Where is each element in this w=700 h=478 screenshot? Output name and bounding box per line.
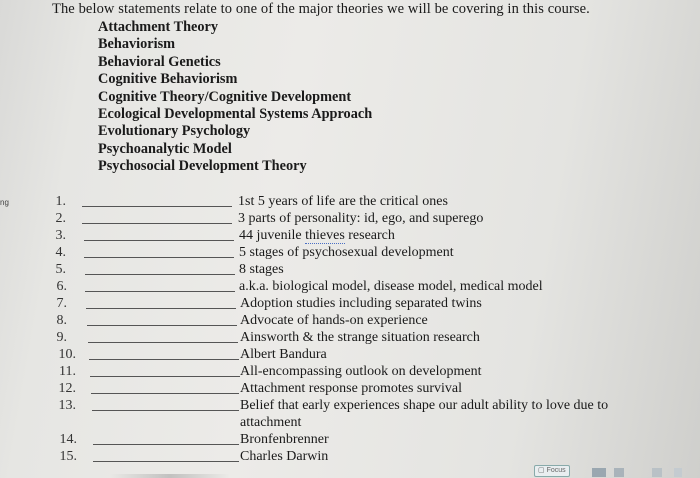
focus-label: Focus	[546, 467, 566, 474]
view-mode-icon[interactable]	[592, 468, 606, 477]
margin-tag: ng	[0, 198, 9, 207]
spellcheck-mark: thieves	[305, 228, 345, 243]
answer-blank[interactable]	[87, 325, 237, 326]
answer-blank[interactable]	[91, 393, 239, 394]
statement-number: 13.	[58, 398, 76, 413]
statement-text: a.k.a. biological model, disease model, medical model	[239, 279, 543, 294]
statement-text: 5 stages of psychosexual development	[239, 245, 454, 260]
statement-number: 4.	[55, 245, 66, 260]
theory-item: Ecological Developmental Systems Approach	[98, 106, 373, 123]
statement-number: 2.	[55, 211, 66, 226]
answer-blank[interactable]	[90, 376, 240, 377]
theory-item: Attachment Theory	[98, 19, 219, 35]
statement-number: 11.	[59, 364, 76, 379]
theory-item: Psychosocial Development Theory	[98, 158, 307, 175]
statement-text: Charles Darwin	[240, 449, 329, 464]
statement-text: 8 stages	[239, 262, 284, 277]
statement-text: Advocate of hands-on experience	[240, 313, 428, 328]
answer-blank[interactable]	[93, 461, 239, 462]
statement-text: Adoption studies including separated twins	[240, 296, 482, 311]
theory-item: Behaviorism	[98, 36, 176, 53]
statement-text: Bronfenbrenner	[240, 432, 329, 447]
statement-number: 1.	[55, 194, 66, 209]
focus-icon: ▢	[538, 467, 547, 474]
statement-number: 9.	[56, 330, 67, 345]
statement-text: 44 juvenile thieves research	[239, 228, 395, 243]
answer-blank[interactable]	[82, 206, 232, 207]
statement-text: Attachment response promotes survival	[240, 381, 463, 396]
statement-number: 15.	[59, 449, 77, 464]
layout-icon[interactable]	[614, 468, 624, 477]
statement-text: Belief that early experiences shape our adult ability to love due to	[240, 398, 609, 413]
statement-text: 1st 5 years of life are the critical ones	[238, 194, 448, 209]
focus-button[interactable]	[534, 465, 570, 477]
answer-blank[interactable]	[88, 342, 238, 343]
theory-item: Cognitive Theory/Cognitive Development	[98, 88, 352, 105]
statement-number: 8.	[56, 313, 67, 328]
statement-number: 14.	[59, 432, 77, 447]
statement-text: 3 parts of personality: id, ego, and superego	[238, 211, 484, 226]
statement-text-continued: attachment	[240, 415, 302, 430]
answer-blank[interactable]	[86, 308, 236, 309]
zoom-icon[interactable]	[652, 468, 662, 477]
statement-number: 3.	[55, 228, 66, 243]
intro-text: The below statements relate to one of the major theories we will be covering in this course.	[52, 1, 590, 17]
theory-item: Psychoanalytic Model	[98, 140, 232, 157]
theory-item: Behavioral Genetics	[98, 53, 221, 70]
theory-list	[98, 19, 372, 176]
page-edge-shadow	[110, 474, 230, 478]
answer-blank[interactable]	[82, 223, 232, 224]
statement-number: 10.	[58, 347, 76, 362]
theory-item: Evolutionary Psychology	[98, 123, 251, 140]
theory-item: Cognitive Behaviorism	[98, 71, 238, 88]
taskbar	[534, 464, 694, 478]
answer-blank[interactable]	[92, 410, 239, 411]
statement-number: 5.	[55, 262, 66, 277]
statement-number: 7.	[56, 296, 67, 311]
statement-text: Ainsworth & the strange situation research	[240, 330, 480, 345]
answer-blank[interactable]	[85, 274, 235, 275]
answer-blank[interactable]	[84, 257, 234, 258]
statement-text: All-encompassing outlook on development	[240, 364, 482, 379]
answer-blank[interactable]	[84, 240, 234, 241]
zoom-slider[interactable]	[674, 468, 682, 477]
statement-text: Albert Bandura	[240, 347, 327, 362]
statement-number: 12.	[58, 381, 76, 396]
answer-blank[interactable]	[85, 291, 235, 292]
answer-blank[interactable]	[93, 444, 239, 445]
statement-number: 6.	[56, 279, 67, 294]
answer-blank[interactable]	[89, 359, 239, 360]
